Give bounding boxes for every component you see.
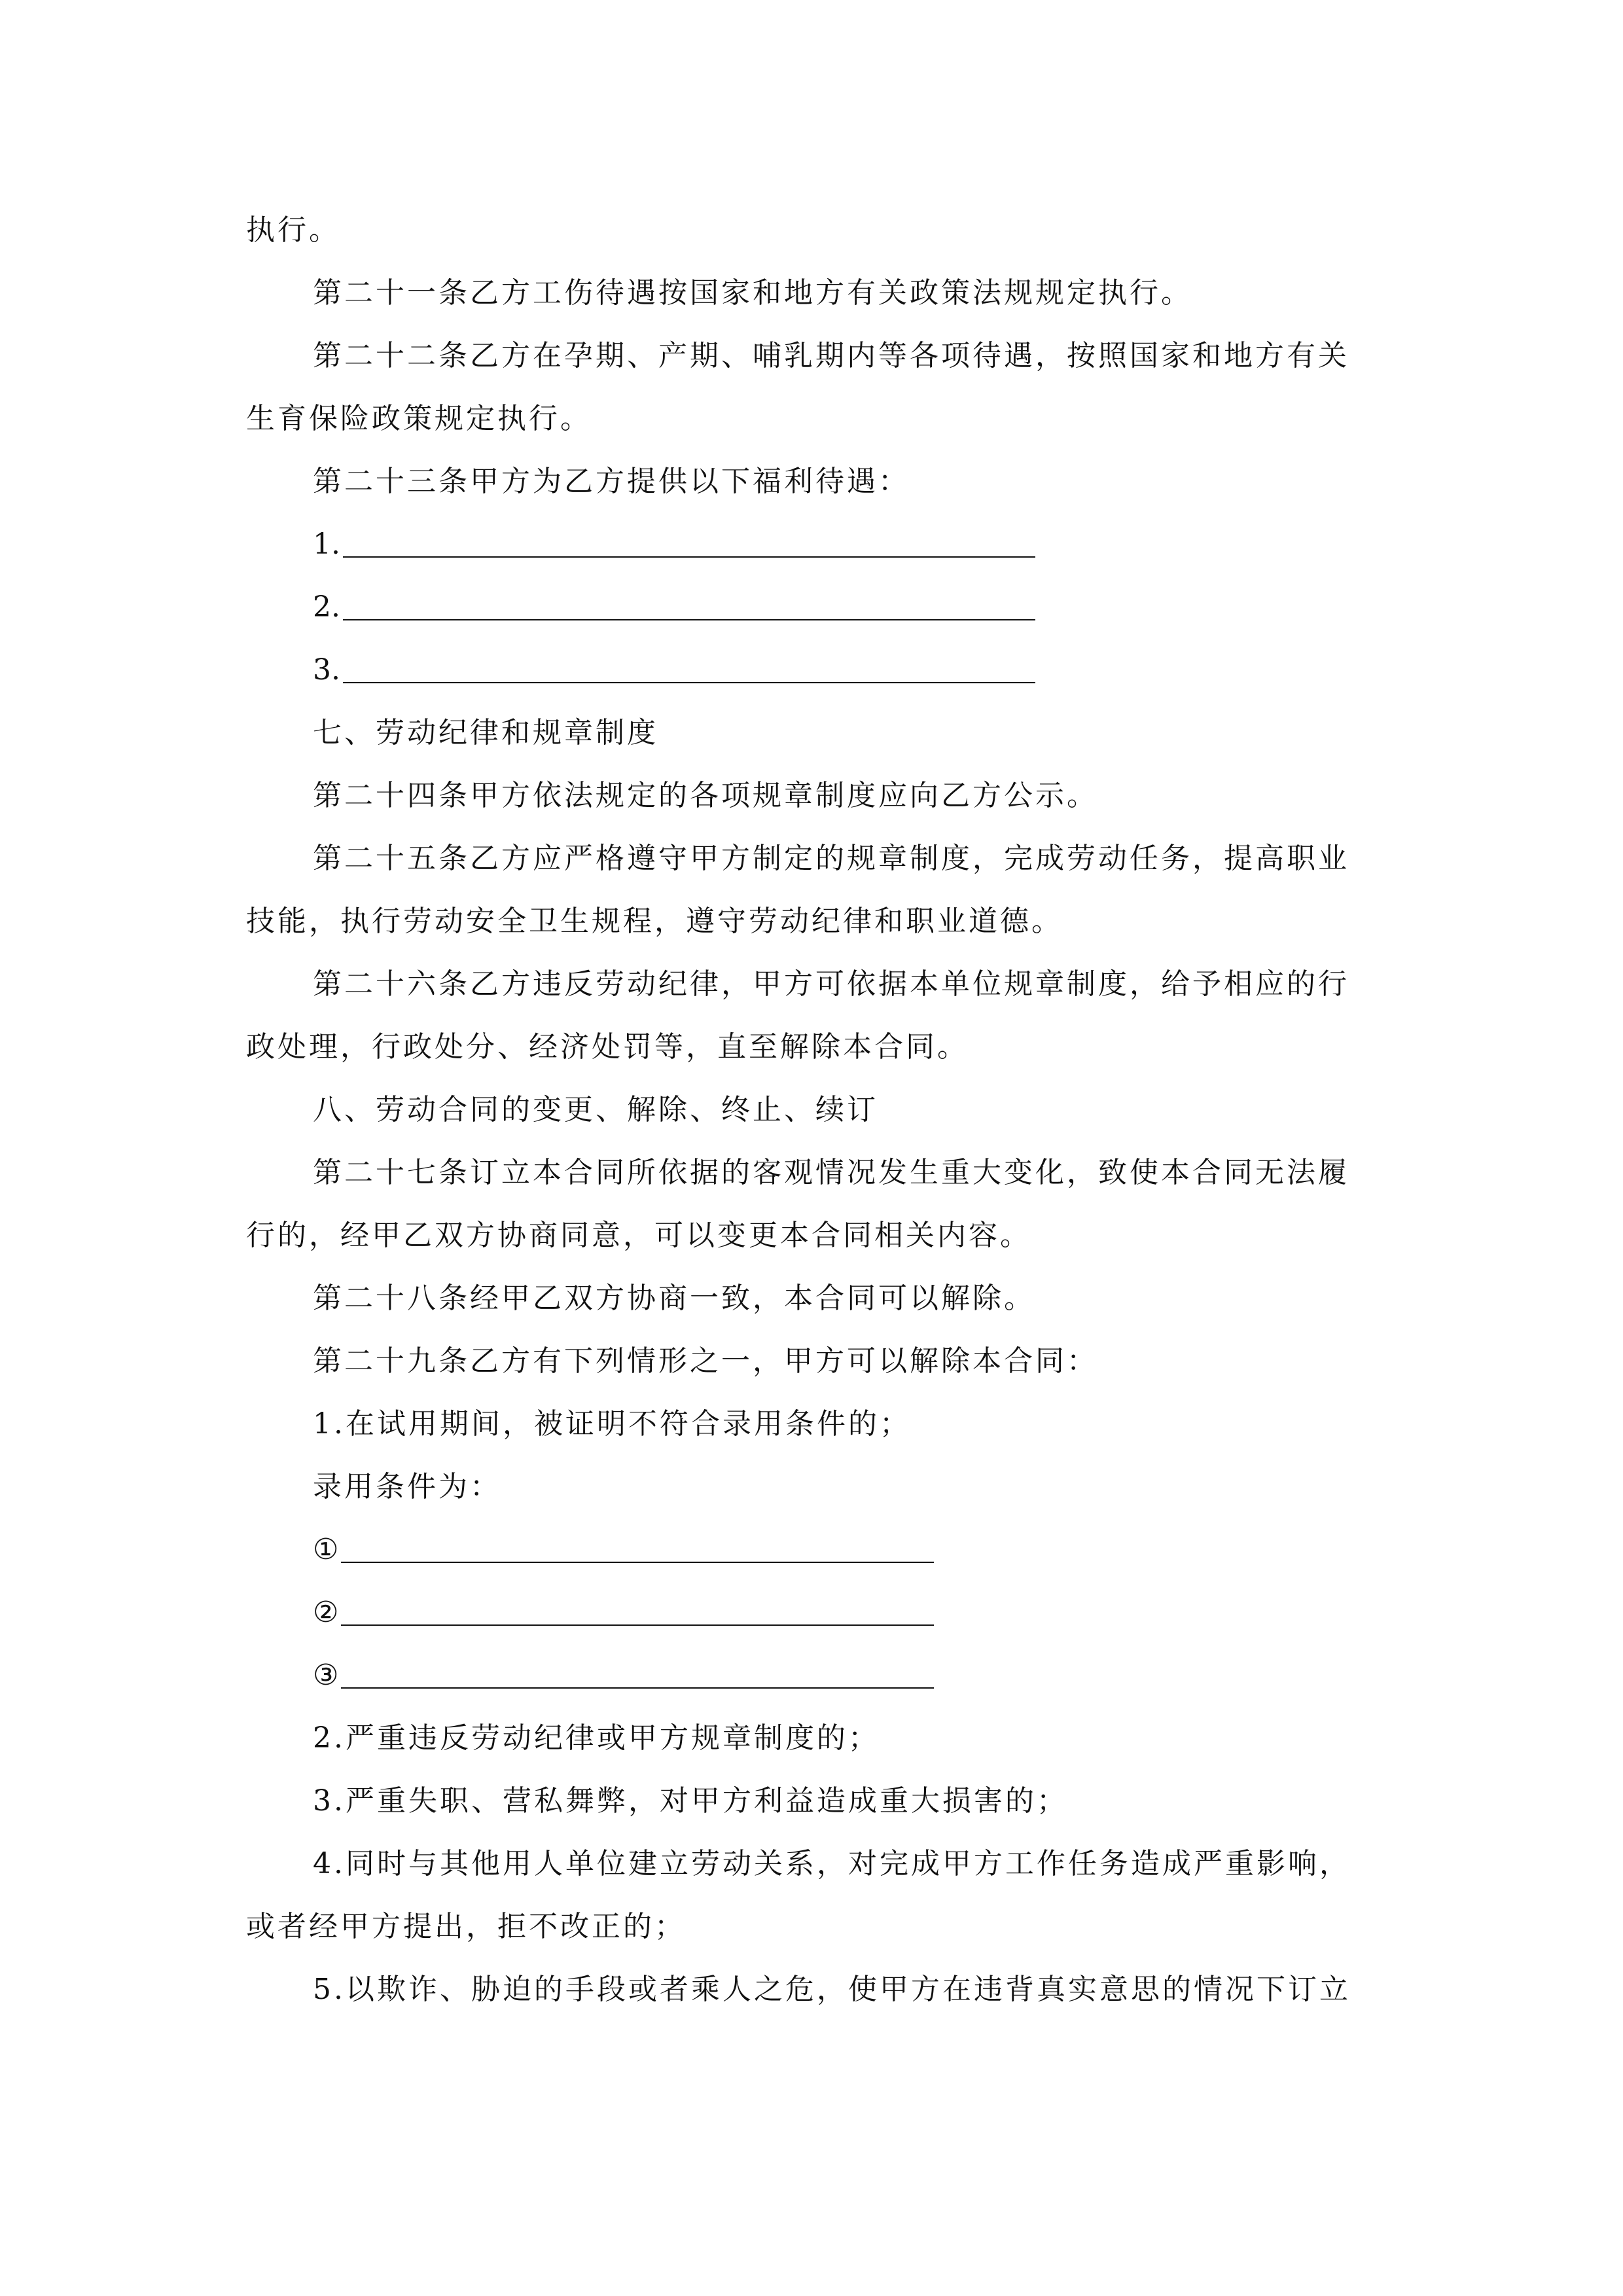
text-line: 技能，执行劳动安全卫生规程，遵守劳动纪律和职业道德。: [246, 905, 1063, 938]
list-item: 5.以欺诈、胁迫的手段或者乘人之危，使甲方在违背真实意思的情况下订立: [313, 1973, 1351, 2006]
clause-23: 第二十三条甲方为乙方提供以下福利待遇：: [313, 465, 910, 498]
text-line: 录用条件为：: [313, 1470, 501, 1503]
clause-28: 第二十八条经甲乙双方协商一致，本合同可以解除。: [313, 1282, 1035, 1315]
list-item: 2.严重违反劳动纪律或甲方规章制度的；: [313, 1721, 880, 1755]
clause-29: 第二十九条乙方有下列情形之一，甲方可以解除本合同：: [313, 1344, 1098, 1378]
clause-26: 第二十六条乙方违反劳动纪律，甲方可依据本单位规章制度，给予相应的行: [313, 967, 1349, 1001]
condition-blank-3: [313, 1656, 934, 1695]
fill-in-line: [341, 1562, 934, 1563]
blank-label: ②: [313, 1596, 339, 1629]
clause-21: 第二十一条乙方工伤待遇按国家和地方有关政策法规规定执行。: [313, 276, 1192, 310]
blank-label: ③: [313, 1659, 339, 1692]
text-line: 执行。: [246, 213, 340, 247]
condition-blank-2: [313, 1593, 934, 1632]
section-heading-7: 七、劳动纪律和规章制度: [313, 716, 658, 749]
blank-label: 3.: [313, 653, 340, 687]
clause-25: 第二十五条乙方应严格遵守甲方制定的规章制度，完成劳动任务，提高职业: [313, 842, 1349, 875]
text-line: 或者经甲方提出，拒不改正的；: [246, 1910, 686, 1943]
list-item: 4.同时与其他用人单位建立劳动关系，对完成甲方工作任务造成严重影响，: [313, 1847, 1351, 1880]
clause-24: 第二十四条甲方依法规定的各项规章制度应向乙方公示。: [313, 779, 1098, 812]
welfare-blank-2: [313, 588, 1035, 627]
condition-blank-1: [313, 1530, 934, 1570]
text-line: 行的，经甲乙双方协商同意，可以变更本合同相关内容。: [246, 1219, 1031, 1252]
section-heading-8: 八、劳动合同的变更、解除、终止、续订: [313, 1093, 878, 1126]
fill-in-line: [341, 1624, 934, 1626]
fill-in-line: [341, 1687, 934, 1689]
blank-label: ①: [313, 1533, 339, 1566]
blank-label: 1.: [313, 528, 340, 561]
text-line: 生育保险政策规定执行。: [246, 402, 592, 435]
text-line: 政处理，行政处分、经济处罚等，直至解除本合同。: [246, 1030, 969, 1064]
blank-label: 2.: [313, 590, 340, 624]
welfare-blank-1: [313, 525, 1035, 564]
welfare-blank-3: [313, 651, 1035, 690]
fill-in-line: [343, 556, 1035, 558]
clause-22: 第二十二条乙方在孕期、产期、哺乳期内等各项待遇，按照国家和地方有关: [313, 339, 1349, 372]
clause-27: 第二十七条订立本合同所依据的客观情况发生重大变化，致使本合同无法履: [313, 1156, 1349, 1189]
fill-in-line: [343, 619, 1035, 620]
list-item: 1.在试用期间，被证明不符合录用条件的；: [313, 1407, 911, 1441]
fill-in-line: [343, 682, 1035, 683]
list-item: 3.严重失职、营私舞弊，对甲方利益造成重大损害的；: [313, 1784, 1068, 1818]
